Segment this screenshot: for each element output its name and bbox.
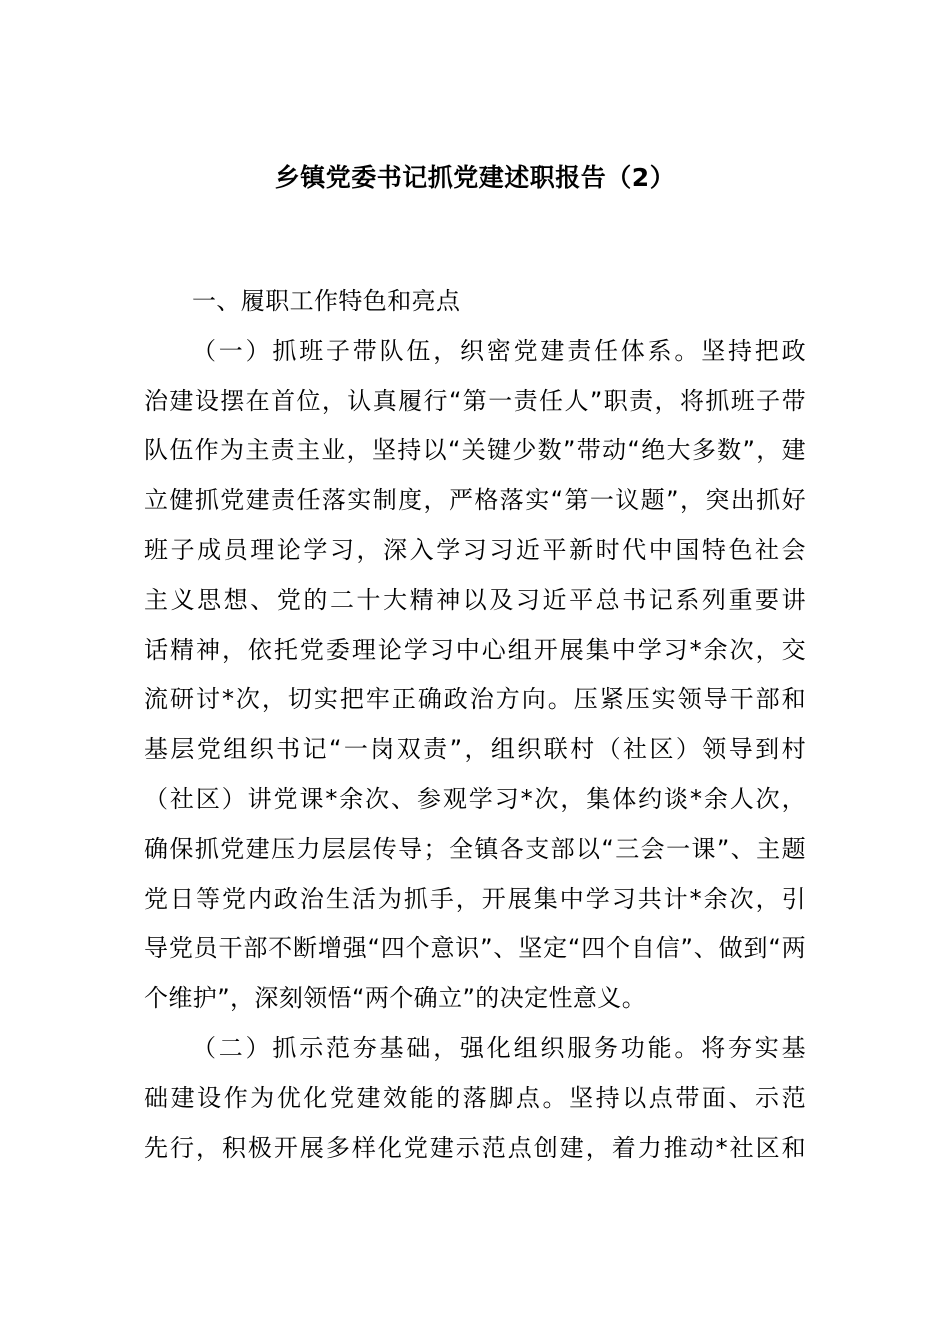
paragraph-line: 流研讨*次，切实把牢正确政治方向。压紧压实领导干部和	[144, 685, 806, 714]
paragraph-line: 治建设摆在首位，认真履行“第一责任人”职责，将抓班子带	[144, 386, 806, 415]
document-body	[144, 277, 806, 1173]
paragraph-line: 主义思想、党的二十大精神以及习近平总书记系列重要讲	[144, 585, 806, 614]
paragraph-line: 队伍作为主责主业，坚持以“关键少数”带动“绝大多数”，建	[144, 436, 806, 465]
paragraph-line: 话精神，依托党委理论学习中心组开展集中学习*余次，交	[144, 635, 806, 664]
paragraph-line: 基层党组织书记“一岗双责”，组织联村（社区）领导到村	[144, 735, 806, 764]
paragraph-line: 班子成员理论学习，深入学习习近平新时代中国特色社会	[144, 535, 806, 564]
document-title: 乡镇党委书记抓党建述职报告（2）	[274, 163, 676, 192]
section-heading: 一、履职工作特色和亮点	[192, 287, 461, 315]
paragraph-line: 确保抓党建压力层层传导；全镇各支部以“三会一课”、主题	[144, 834, 806, 863]
paragraph-line: 立健抓党建责任落实制度，严格落实“第一议题”，突出抓好	[144, 486, 806, 515]
paragraph-line: 个维护”，深刻领悟“两个确立”的决定性意义。	[144, 984, 647, 1013]
paragraph-line: 先行，积极开展多样化党建示范点创建，着力推动*社区和	[144, 1133, 806, 1162]
paragraph-line: （一）抓班子带队伍，织密党建责任体系。坚持把政	[192, 336, 806, 365]
paragraph-line: （二）抓示范夯基础，强化组织服务功能。将夯实基	[192, 1033, 806, 1062]
paragraph-line: 导党员干部不断增强“四个意识”、坚定“四个自信”、做到“两	[144, 934, 806, 963]
paragraph-line: 党日等党内政治生活为抓手，开展集中学习共计*余次，引	[144, 884, 806, 913]
paragraph-line: 础建设作为优化党建效能的落脚点。坚持以点带面、示范	[144, 1083, 806, 1112]
paragraph-line: （社区）讲党课*余次、参观学习*次，集体约谈*余人次，	[144, 784, 806, 813]
